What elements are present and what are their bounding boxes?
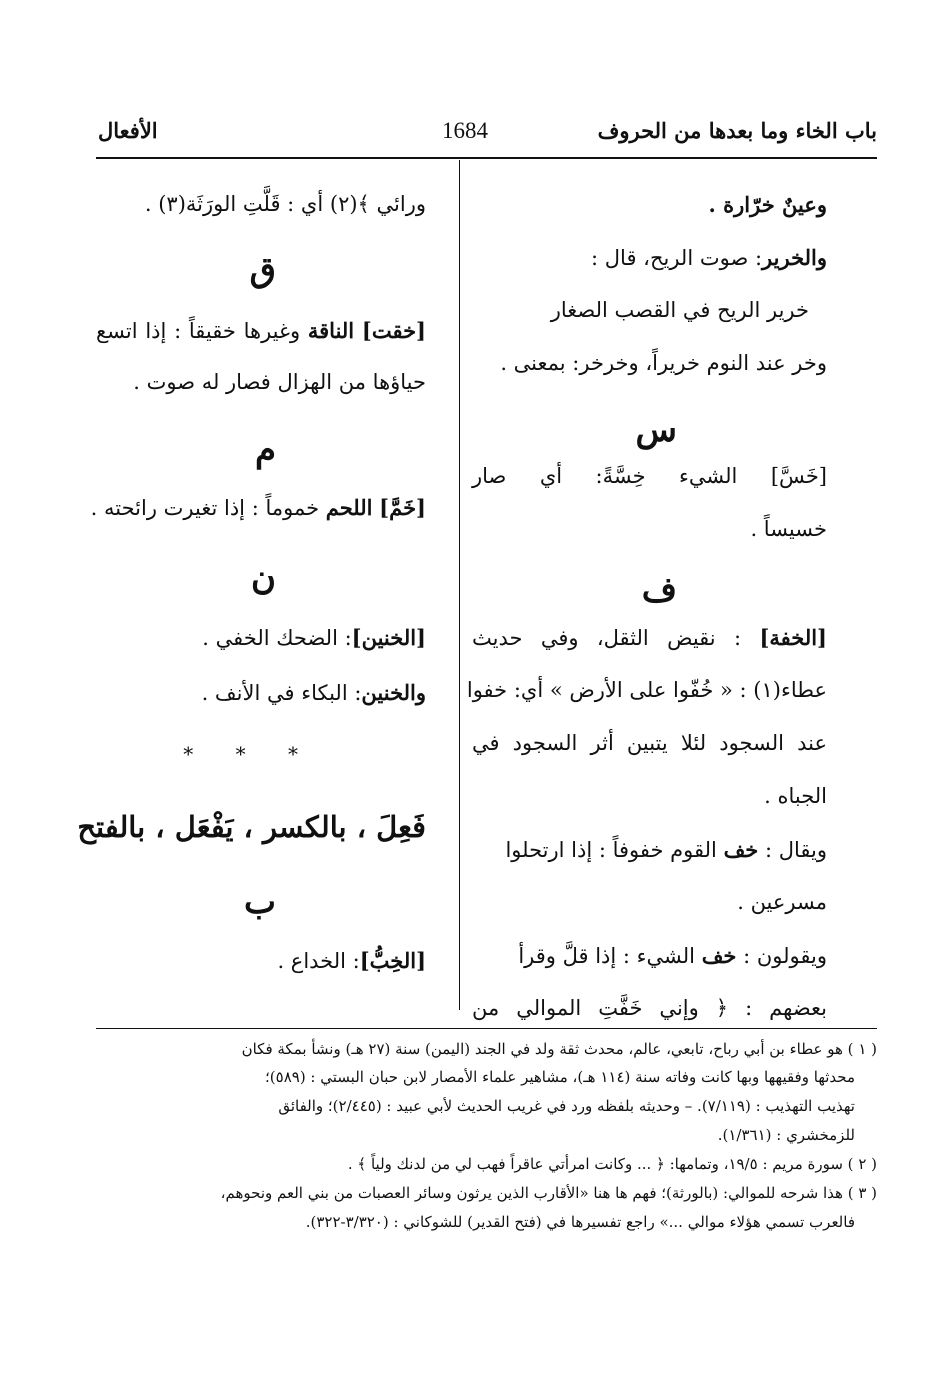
footnote-2: ( ٢ ) سورة مريم : ١٩/٥، وتمامها: ﴿ ... وكانت امرأتي عاقراً فهب لي من لدنك ولياً ﴾ . — [347, 1155, 877, 1173]
column-divider — [459, 160, 460, 1010]
section-letter-qaf: ق — [249, 250, 276, 290]
footnote-1: ( ١ ) هو عطاء بن أبي رباح، تابعي، عالم، محدث ثقة ولد في الجند (اليمن) سنة (٢٧ هـ) ونشأ بمكة فكان — [241, 1040, 877, 1058]
section-letter-nun: ن — [251, 558, 276, 598]
running-head-left: الأفعال — [98, 118, 158, 143]
entry-line: عطاء(١) : « خُفّوا على الأرض » أي: خفوا — [466, 678, 827, 702]
entry-line: ورائي ﴾(٢) أي : قَلَّتِ الورَثَة(٣) . — [144, 192, 426, 216]
footnote-rule — [96, 1028, 877, 1029]
entry-line: خسيساً . — [750, 517, 827, 541]
entry-line: [الخِبُّ]: الخداع . — [277, 948, 426, 973]
entry-line: ويقال : خف القوم خفوفاً : إذا ارتحلوا — [505, 837, 827, 862]
entry-line: والخرير: صوت الريح، قال : — [591, 245, 827, 270]
entry-line: عند السجود لئلا يتبين أثر السجود في — [472, 731, 827, 755]
section-letter-fa: ف — [641, 570, 677, 610]
section-heading: فَعِلَ ، بالكسر ، يَفْعَل ، بالفتح — [77, 810, 426, 844]
section-separator-stars: * * * — [183, 742, 316, 766]
entry-line: وعينٌ خرّارة . — [708, 192, 827, 217]
entry-line: ويقولون : خف الشيء : إذا قلَّ وقرأ — [518, 943, 827, 968]
entry-line: [الخفة] : نقيض الثقل، وفي حديث — [472, 625, 827, 650]
entry-line: بعضهم : ﴿ وإني خَفَّتِ الموالي من — [472, 996, 827, 1020]
page-number: 1684 — [442, 118, 488, 143]
entry-line: وخر عند النوم خريراً، وخرخر: بمعنى . — [500, 351, 827, 375]
entry-line: [الخنين]: الضحك الخفي . — [202, 625, 426, 650]
footnote-3-cont: فالعرب تسمي هؤلاء موالي ...» راجع تفسيرها في (فتح القدير) للشوكاني : (٣/٣٢٠-٣٢٢). — [305, 1213, 855, 1231]
footnote-1-cont: للزمخشري : (١/٣٦١). — [717, 1126, 855, 1144]
header-rule — [96, 157, 877, 159]
entry-line: مسرعين . — [737, 890, 827, 914]
section-letter-mim: م — [254, 430, 276, 470]
entry-line: الجباه . — [764, 784, 827, 808]
footnote-1-cont: محدثها وفقيهها وبها كانت وفاته سنة (١١٤ هـ)، مشاهير علماء الأمصار لابن حبان البستي : (٥٨٩)؛ — [265, 1068, 855, 1086]
entry-line: [خَمَّ] اللحم خموماً : إذا تغيرت رائحته . — [90, 495, 426, 520]
entry-line: والخنين: البكاء في الأنف . — [201, 680, 426, 705]
verse-line: خرير الريح في القصب الصغار — [550, 298, 809, 322]
entry-line: [خَسَّ] الشيء خِسَّةً: أي صار — [472, 464, 827, 488]
section-letter-sin: س — [635, 410, 677, 450]
running-head-right: باب الخاء وما بعدها من الحروف — [597, 118, 877, 143]
footnote-3: ( ٣ ) هذا شرحه للموالي: (بالورثة)؛ فهم ها هنا «الأقارب الذين يرثون وسائر العصبات من بني العم ونحوهم، — [220, 1184, 877, 1202]
entry-line: [خقت] الناقة وغيرها خقيقاً : إذا اتسع — [96, 318, 426, 343]
footnote-1-cont: تهذيب التهذيب : (٧/١١٩). – وحديثه بلفظه ورد في غريب الحديث لأبي عبيد : (٢/٤٤٥)؛ والفائق — [278, 1097, 855, 1115]
entry-line: حياؤها من الهزال فصار له صوت . — [133, 370, 426, 394]
section-letter-ba: ب — [243, 882, 276, 922]
